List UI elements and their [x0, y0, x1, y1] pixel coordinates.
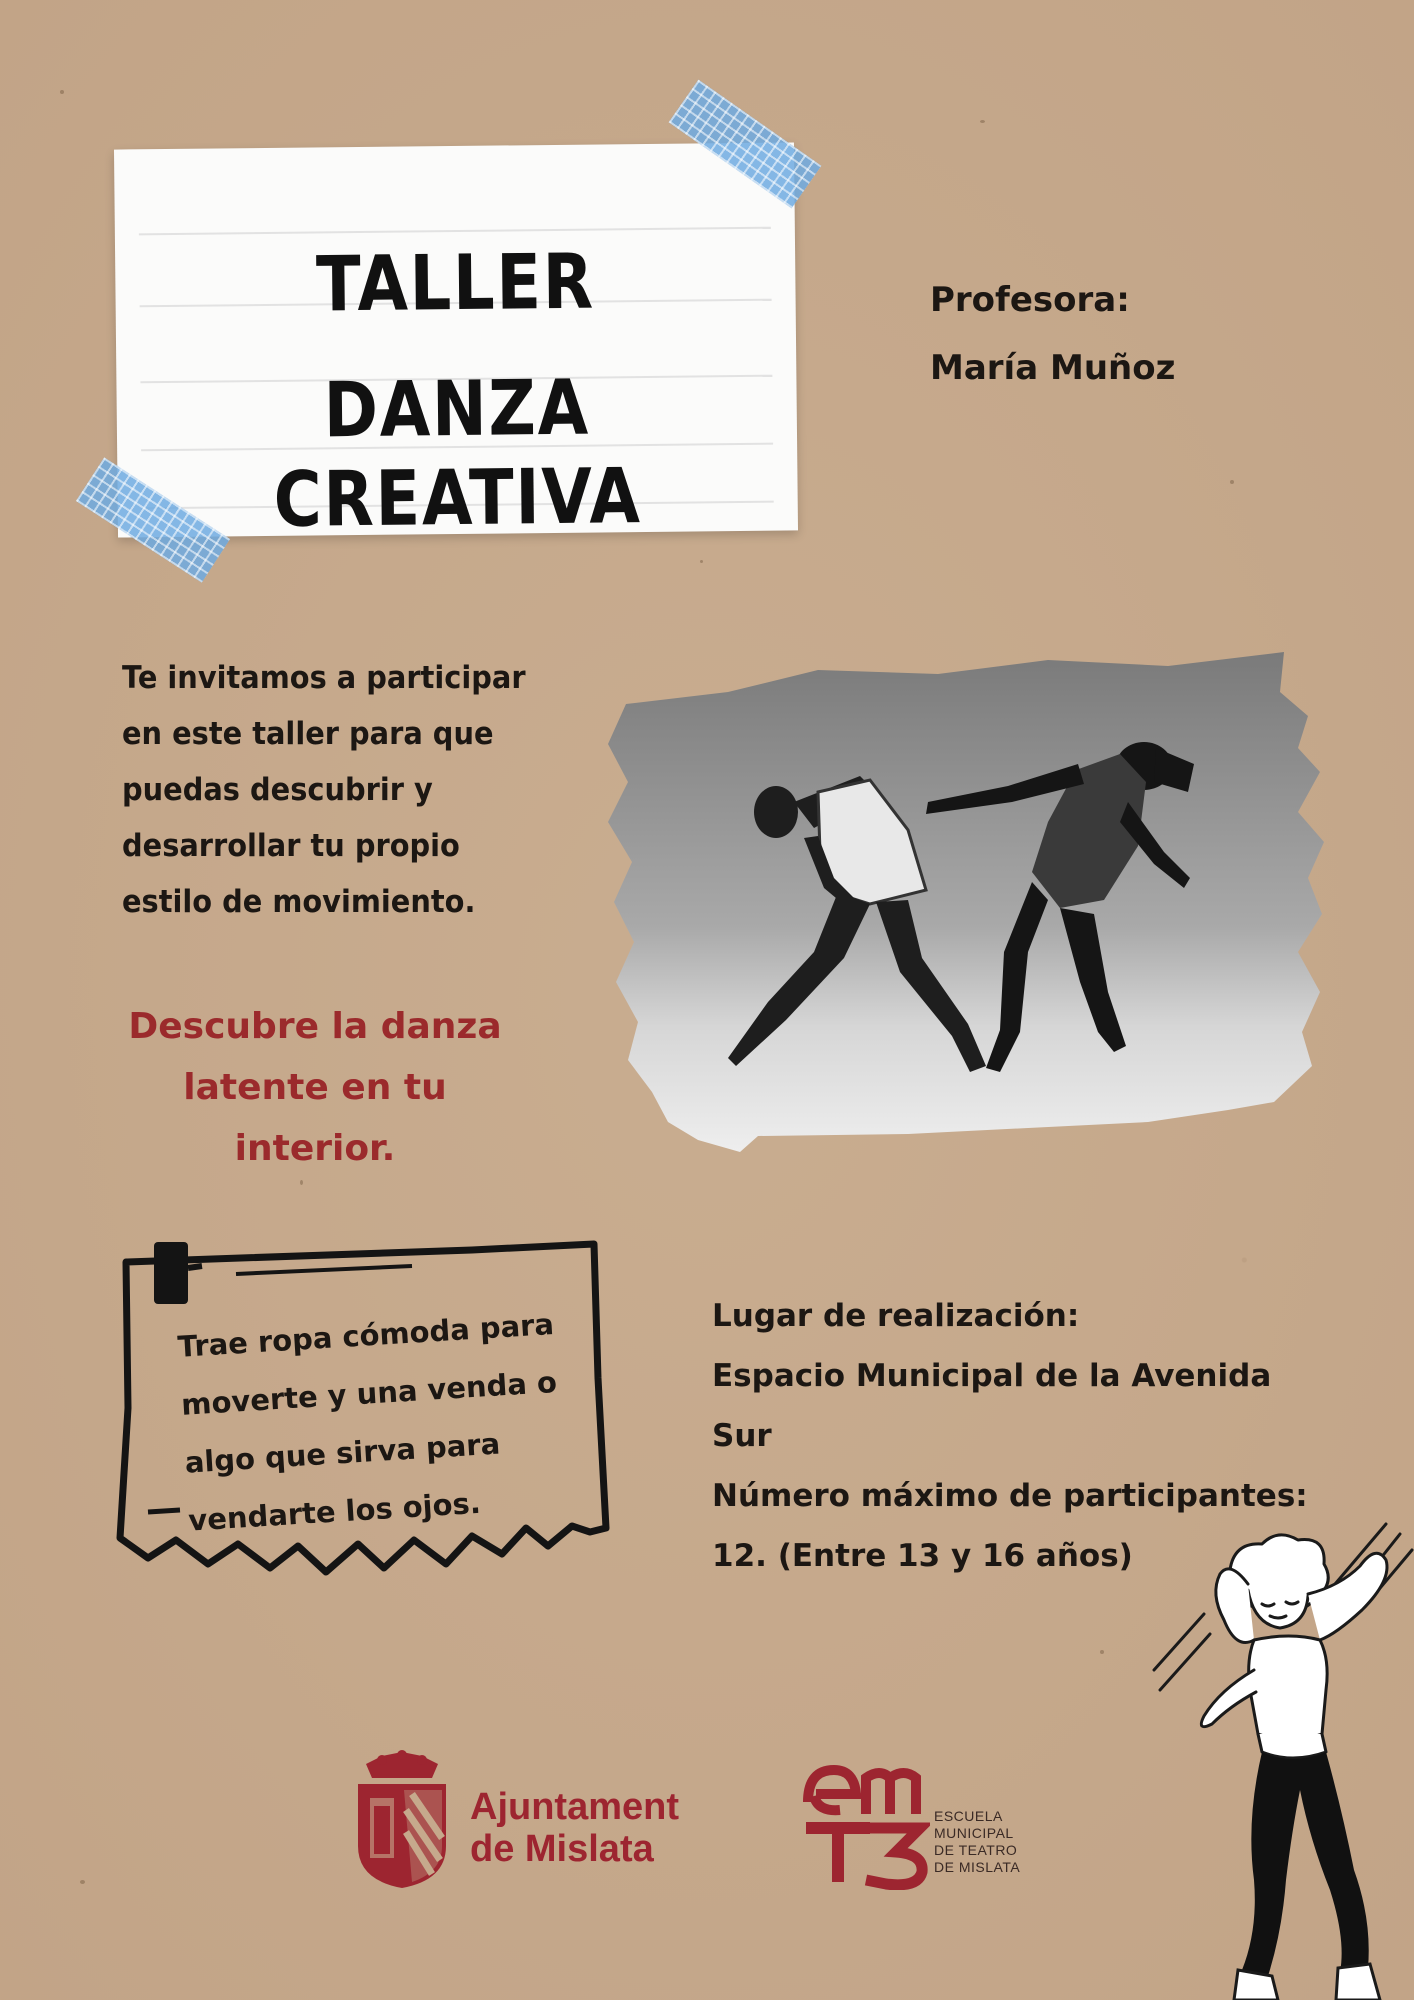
- tagline-line: interior.: [234, 1128, 396, 1169]
- paper-speck: [700, 560, 703, 563]
- ajuntament-line-1: Ajuntament: [470, 1786, 679, 1828]
- paper-speck: [1230, 480, 1234, 484]
- info-line: Número máximo de participantes:: [712, 1478, 1308, 1514]
- emt3-logo-text: [934, 1808, 1020, 1876]
- teacher-name: María Muñoz: [930, 348, 1176, 388]
- note-line: Trae ropa cómoda para: [176, 1306, 555, 1364]
- title-line-2: DANZA CREATIVA: [273, 362, 643, 544]
- info-line: Espacio Municipal de la Avenida Sur: [712, 1358, 1272, 1454]
- title-line-1: TALLER: [315, 236, 596, 329]
- emt-line: DE TEATRO: [934, 1842, 1018, 1858]
- intro-line: estilo de movimiento.: [122, 884, 476, 920]
- note-line: vendarte los ojos.: [187, 1485, 482, 1538]
- tagline-line: latente en tu: [183, 1067, 447, 1108]
- paper-speck: [1100, 1650, 1104, 1654]
- emt-line: MUNICIPAL: [934, 1825, 1014, 1841]
- intro-line: en este taller para que: [122, 716, 494, 752]
- intro-line: puedas descubrir y: [122, 772, 433, 808]
- emt-line: ESCUELA: [934, 1808, 1003, 1824]
- note-line: moverte y una venda o: [180, 1364, 558, 1422]
- tagline-line: Descubre la danza: [128, 1006, 502, 1047]
- paper-speck: [300, 1180, 303, 1185]
- note-line: algo que sirva para: [183, 1426, 502, 1480]
- paper-speck: [980, 120, 985, 123]
- emt-line: DE MISLATA: [934, 1859, 1021, 1875]
- ajuntament-logo-text: [470, 1786, 679, 1870]
- ajuntament-line-2: de Mislata: [470, 1828, 654, 1870]
- emt3-logo-icon: [800, 1756, 930, 1890]
- paper-speck: [80, 1880, 85, 1884]
- dancers-photo: [608, 652, 1324, 1160]
- note-text: [176, 1295, 569, 1550]
- info-line: 12. (Entre 13 y 16 años): [712, 1538, 1133, 1574]
- intro-line: Te invitamos a participar: [122, 660, 526, 696]
- info-line: Lugar de realización:: [712, 1298, 1080, 1334]
- intro-paragraph: [122, 650, 559, 930]
- teacher-label: Profesora:: [930, 280, 1130, 320]
- paper-speck: [60, 90, 64, 94]
- intro-line: desarrollar tu propio: [122, 828, 460, 864]
- ajuntament-crest-icon: [352, 1750, 452, 1890]
- tagline: [120, 996, 510, 1179]
- dancing-girl-illustration: [1150, 1520, 1414, 2000]
- title-card: [114, 142, 798, 544]
